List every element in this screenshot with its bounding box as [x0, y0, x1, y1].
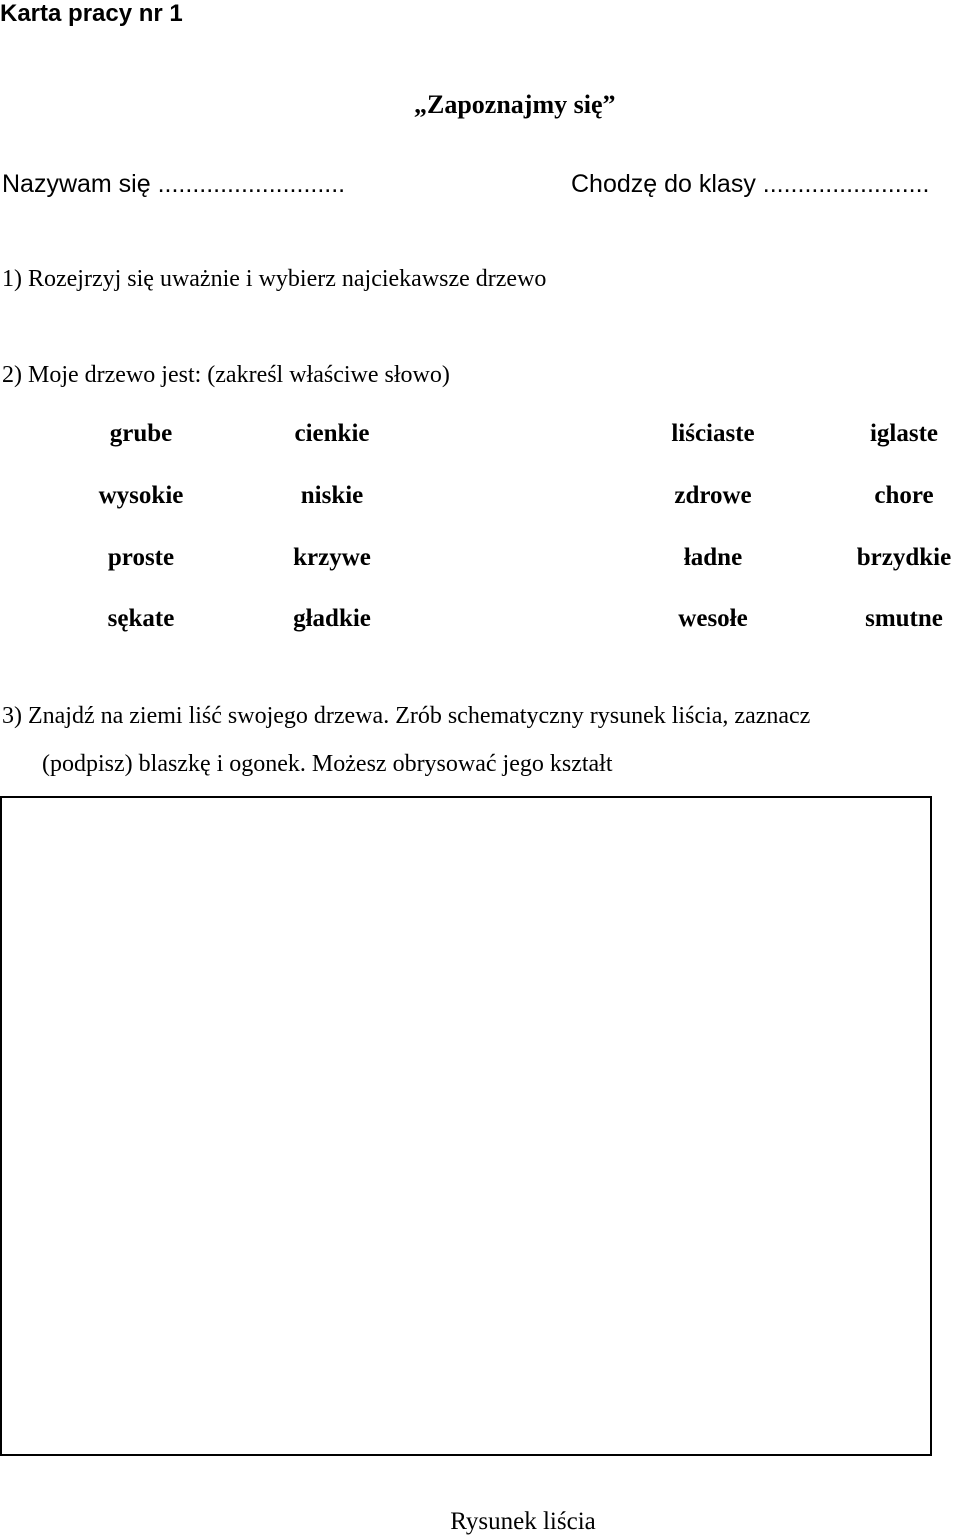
word-option[interactable]: smutne [865, 605, 943, 632]
word-option[interactable]: niskie [300, 482, 364, 509]
task-3-instruction-continued: (podpisz) blaszkę i ogonek. Możesz obrysować jego kształt [42, 751, 613, 777]
word-option[interactable]: liściaste [671, 420, 755, 447]
word-option[interactable]: cienkie [294, 420, 370, 447]
task-2-instruction: 2) Moje drzewo jest: (zakreśl właściwe słowo) [2, 362, 450, 388]
word-option[interactable]: chore [874, 482, 934, 509]
name-field: Nazywam się ........................... [2, 170, 346, 198]
task-3-instruction: 3) Znajdź na ziemi liść swojego drzewa. Zrób schematyczny rysunek liścia, zaznacz [2, 703, 811, 729]
word-option[interactable]: ładne [683, 544, 743, 571]
word-option[interactable]: wysokie [98, 482, 184, 509]
word-row [0, 482, 960, 522]
word-option[interactable]: wesołe [678, 605, 748, 632]
worksheet-subtitle: „Zapoznajmy się” [414, 90, 616, 119]
word-row [0, 420, 960, 460]
word-option[interactable]: iglaste [869, 420, 939, 447]
word-option[interactable]: sękate [107, 605, 175, 632]
word-option[interactable]: zdrowe [674, 482, 752, 509]
word-option[interactable]: brzydkie [856, 544, 952, 571]
word-option[interactable]: krzywe [293, 544, 371, 571]
leaf-drawing-area[interactable] [0, 796, 932, 1456]
word-row [0, 544, 960, 584]
word-row [0, 605, 960, 645]
word-option[interactable]: proste [107, 544, 175, 571]
drawing-caption: Rysunek liścia [450, 1508, 596, 1535]
word-option[interactable]: grube [109, 420, 173, 447]
worksheet-title: Karta pracy nr 1 [0, 0, 183, 27]
class-field: Chodzę do klasy ........................ [571, 170, 930, 198]
word-option[interactable]: gładkie [293, 605, 371, 632]
task-1-instruction: 1) Rozejrzyj się uważnie i wybierz najciekawsze drzewo [2, 266, 547, 292]
